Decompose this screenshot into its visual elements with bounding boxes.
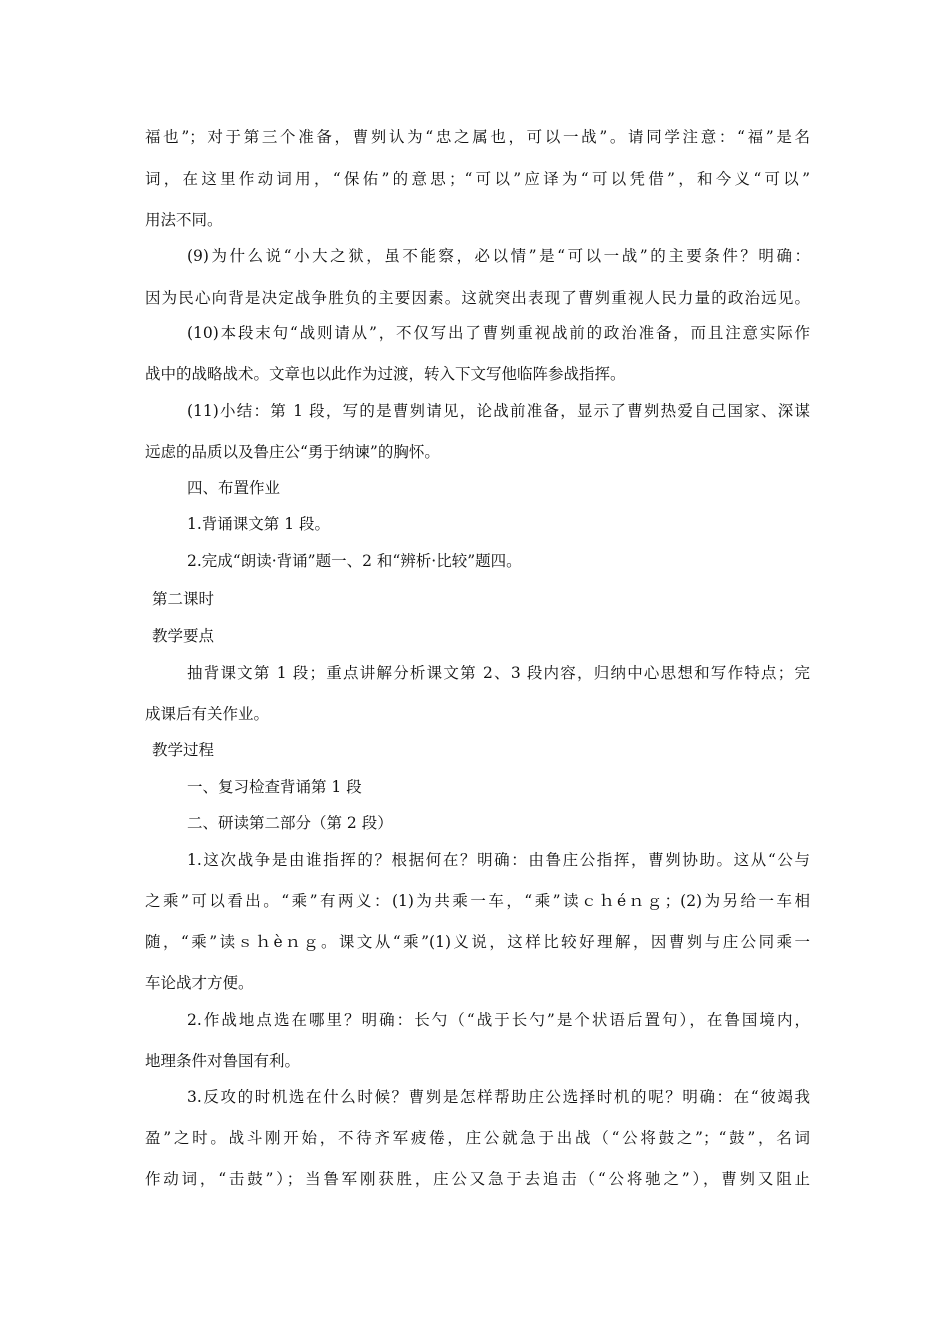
section-heading: 一、复习检查背诵第 1 段 [187,778,362,796]
text-line: (9)为什么说“小大之狱，虽不能察，必以情”是“可以一战”的主要条件？明确： [187,247,810,265]
text-line: 远虑的品质以及鲁庄公“勇于纳谏”的胸怀。 [145,443,440,461]
text-line: 成课后有关作业。 [145,705,270,723]
section-heading: 教学要点 [152,627,215,645]
text-line: 盈”之时。战斗刚开始，不待齐军疲倦，庄公就急于出战（“公将鼓之”；“鼓”，名词 [145,1129,810,1147]
text-line: 作动词，“击鼓”）；当鲁军刚获胜，庄公又急于去追击（“公将驰之”），曹刿又阻止 [145,1170,810,1188]
text-line: (11)小结：第 1 段，写的是曹刿请见，论战前准备，显示了曹刿热爱自己国家、深谋 [187,402,810,420]
text-line: 福也”；对于第三个准备，曹刿认为“忠之属也，可以一战”。请同学注意：“福”是名 [145,128,810,146]
section-heading: 二、研读第二部分（第 2 段） [187,814,393,832]
text-line: 用法不同。 [145,211,223,229]
text-line: 抽背课文第 1 段；重点讲解分析课文第 2、3 段内容，归纳中心思想和写作特点；完 [187,664,810,682]
section-heading: 四、布置作业 [187,479,281,497]
text-line: 3.反攻的时机选在什么时候？曹刿是怎样帮助庄公选择时机的呢？明确：在“彼竭我 [187,1088,810,1106]
text-line: (10)本段末句“战则请从”，不仅写出了曹刿重视战前的政治准备，而且注意实际作 [187,324,810,342]
section-heading: 第二课时 [152,590,215,608]
text-line: 随，“乘”读ｓｈèｎｇ。课文从“乘”(1)义说，这样比较好理解，因曹刿与庄公同乘一 [145,933,810,951]
text-line: 车论战才方便。 [145,974,254,992]
text-line: 地理条件对鲁国有利。 [145,1052,301,1070]
section-heading: 教学过程 [152,741,215,759]
text-line: 2.完成“朗读·背诵”题一、2 和“辨析·比较”题四。 [187,552,522,570]
text-line: 1.这次战争是由谁指挥的？根据何在？明确：由鲁庄公指挥，曹刿协助。这从“公与 [187,851,810,869]
text-line: 词，在这里作动词用，“保佑”的意思；“可以”应译为“可以凭借”，和今义“可以” [145,170,810,188]
text-line: 2.作战地点选在哪里？明确：长勺（“战于长勺”是个状语后置句），在鲁国境内， [187,1011,810,1029]
text-line: 因为民心向背是决定战争胜负的主要因素。这就突出表现了曹刿重视人民力量的政治远见。 [145,289,810,307]
text-line: 1.背诵课文第 1 段。 [187,515,331,533]
text-line: 战中的战略战术。文章也以此作为过渡，转入下文写他临阵参战指挥。 [145,365,626,383]
text-line: 之乘”可以看出。“乘”有两义：(1)为共乘一车，“乘”读ｃｈéｎｇ；(2)为另给一车相 [145,892,810,910]
